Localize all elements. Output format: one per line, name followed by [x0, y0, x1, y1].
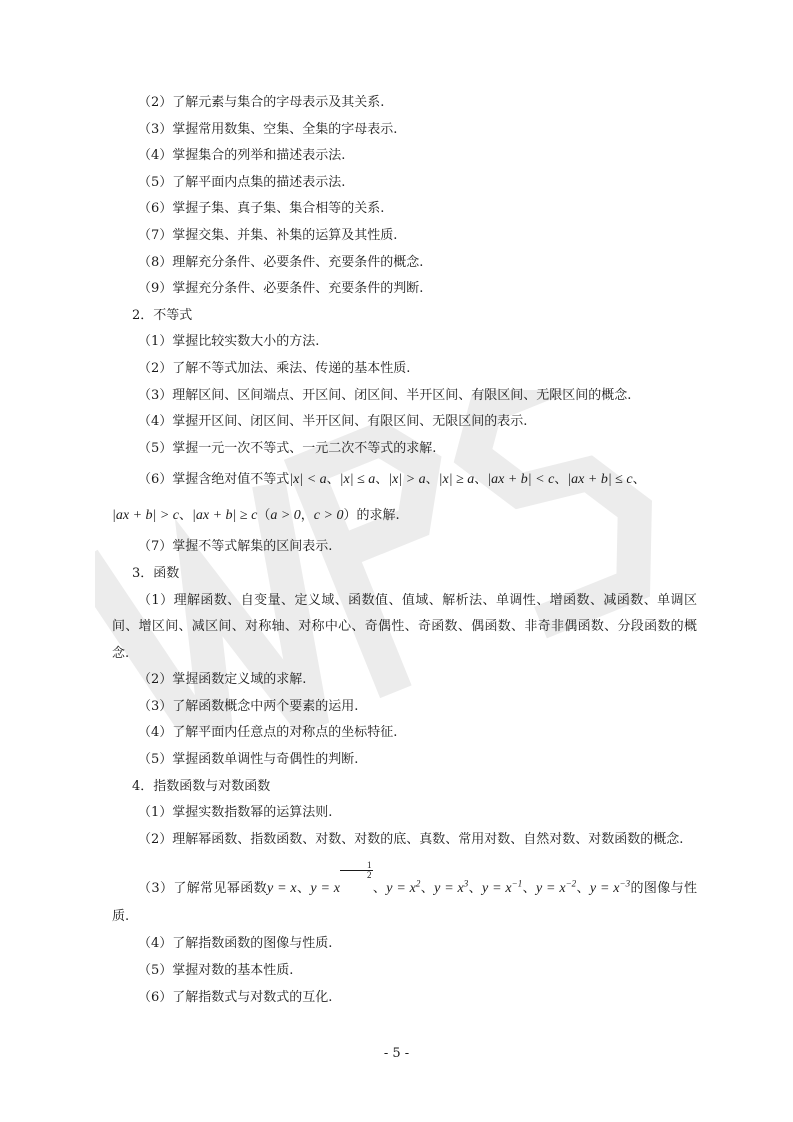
list-item: （3）掌握常用数集、空集、全集的字母表示.	[138, 121, 398, 137]
separator: 、	[576, 881, 590, 897]
separator: 、	[554, 472, 568, 488]
math-expression: |ax + b| ≥ c	[192, 508, 258, 524]
list-item: （4）掌握集合的列举和描述表示法.	[138, 148, 346, 164]
page-number: - 5 -	[383, 1046, 410, 1061]
document-body	[112, 90, 697, 1011]
list-item: （7）掌握交集、并集、补集的运算及其性质.	[138, 227, 398, 243]
paren: （	[257, 508, 271, 524]
math-expression: |ax + b| > c	[112, 508, 180, 524]
list-item-continuation	[112, 498, 697, 534]
section-heading-functions: 3．函数	[132, 565, 180, 581]
separator: 、	[632, 472, 646, 488]
math-expression: |ax + b| ≤ c	[567, 472, 633, 488]
math-expression: $y = x^2$	[386, 878, 421, 897]
list-item: （6）掌握子集、真子集、集合相等的关系.	[138, 201, 385, 217]
math-expression: $y = x^{-2}$	[535, 878, 577, 897]
item-text: （6）掌握含绝对值不等式	[138, 472, 290, 488]
list-item: （4）了解指数函数的图像与性质.	[138, 936, 333, 952]
math-expression: |x| > a	[388, 472, 426, 488]
separator: 、	[420, 881, 435, 897]
separator: 、	[468, 881, 482, 897]
list-item: （6）了解指数式与对数式的互化.	[138, 989, 333, 1005]
list-item: （1）理解函数、自变量、定义域、函数值、值域、解析法、单调性、增函数、减函数、单调区间、增区间、减区间、对称轴、对称中心、奇偶性、奇函数、偶函数、非奇非偶函数、分段函数的概念.	[112, 592, 697, 661]
list-item: （5）掌握一元一次不等式、一元二次不等式的求解.	[138, 440, 437, 456]
list-item-absolute-value	[112, 462, 697, 498]
list-item: （7）掌握不等式解集的区间表示.	[138, 539, 333, 555]
separator: 、	[372, 881, 387, 897]
math-expression: $y = x^3$	[434, 878, 469, 897]
separator: 、	[474, 472, 488, 488]
comma: ，	[300, 508, 314, 524]
list-item: （4）掌握开区间、闭区间、半开区间、有限区间、无限区间的表示.	[138, 414, 528, 430]
list-item: （5）掌握函数单调性与奇偶性的判断.	[138, 752, 359, 768]
separator: 、	[375, 472, 389, 488]
math-expression: y = x $\frac{1}{2}$	[310, 860, 372, 897]
item-text: （3）了解常见幂函数	[138, 881, 267, 897]
list-item: （1）掌握比较实数大小的方法.	[138, 334, 320, 350]
math-expression: |x| ≤ a	[339, 472, 376, 488]
math-expression: c > 0	[313, 508, 344, 524]
list-item: （1）掌握实数指数幂的运算法则.	[138, 805, 333, 821]
list-item: （5）了解平面内点集的描述表示法.	[138, 174, 346, 190]
separator: 、	[425, 472, 439, 488]
list-item: （9）掌握充分条件、必要条件、充要条件的判断.	[138, 281, 424, 297]
list-item: （2）理解幂函数、指数函数、对数、对数的底、真数、常用对数、自然对数、对数函数的概念.	[138, 831, 684, 847]
separator: 、	[522, 881, 536, 897]
list-item: （2）了解不等式加法、乘法、传递的基本性质.	[138, 360, 411, 376]
list-item: （4）了解平面内任意点的对称点的坐标特征.	[138, 725, 398, 741]
list-item-power-functions	[112, 853, 697, 931]
math-expression: |x| ≥ a	[438, 472, 475, 488]
math-expression: y = x	[267, 881, 297, 897]
separator: 、	[179, 508, 193, 524]
list-item: （2）掌握函数定义域的求解.	[138, 672, 307, 688]
separator: 、	[326, 472, 340, 488]
separator: 、	[296, 881, 311, 897]
math-expression: |ax + b| < c	[487, 472, 555, 488]
list-item: （2）了解元素与集合的字母表示及其关系.	[138, 95, 385, 110]
math-expression: $y = x^{-3}$	[589, 878, 631, 897]
section-heading-exp-log: 4．指数函数与对数函数	[132, 778, 271, 794]
list-item: （5）掌握对数的基本性质.	[138, 963, 294, 979]
math-expression: a > 0	[270, 508, 301, 524]
math-expression: |x| < a	[289, 472, 327, 488]
list-item: （8）理解充分条件、必要条件、充要条件的概念.	[138, 254, 424, 270]
item-text: 的图像与性质.	[112, 881, 697, 925]
section-heading-inequality: 2．不等式	[132, 307, 193, 323]
item-text: ）的求解.	[343, 508, 400, 524]
list-item: （3）了解函数概念中两个要素的运用.	[138, 698, 359, 714]
list-item: （3）理解区间、区间端点、开区间、闭区间、半开区间、有限区间、无限区间的概念.	[138, 387, 632, 403]
math-expression: $y = x^{-1}$	[482, 878, 523, 897]
